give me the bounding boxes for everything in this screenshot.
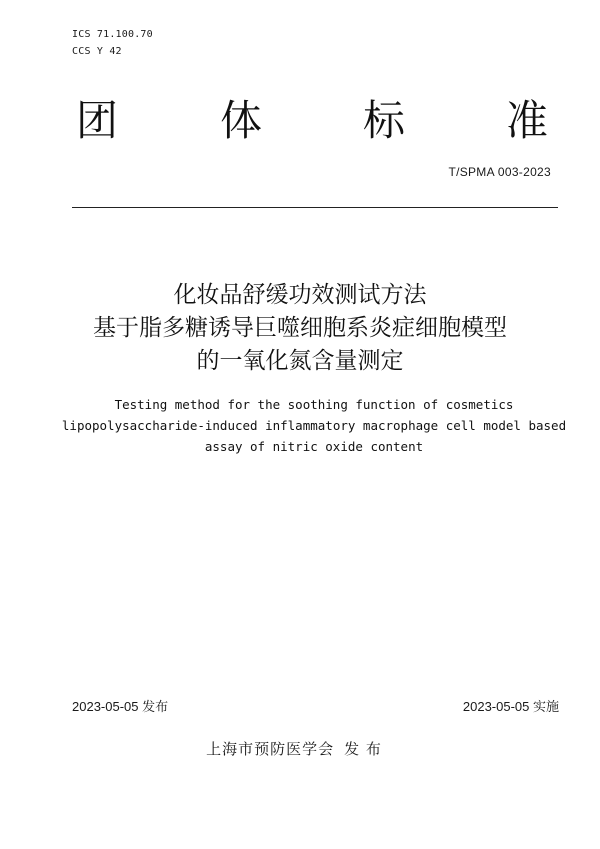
chinese-title-line-2: 基于脂多糖诱导巨噬细胞系炎症细胞模型 — [93, 315, 507, 341]
implement-date: 2023-05-05 实施 — [462, 699, 559, 714]
ccs-code: CCS Y 42 — [72, 46, 122, 57]
issuer-name: 上海市预防医学会 — [206, 740, 335, 758]
document-type-char-1: 团 — [76, 96, 119, 145]
ics-code: ICS 71.100.70 — [72, 29, 153, 40]
document-type-char-3: 标 — [363, 96, 406, 145]
document-type-char-2: 体 — [220, 96, 263, 145]
english-title-line-1: Testing method for the soothing function of cosmetics — [114, 397, 514, 412]
issuer-action: 发 布 — [344, 740, 382, 758]
chinese-title-line-1: 化妆品舒缓功效测试方法 — [173, 282, 427, 308]
issuer-line — [0, 738, 588, 759]
standard-number: T/SPMA 003-2023 — [448, 165, 551, 179]
english-title-line-3: assay of nitric oxide content — [204, 439, 424, 454]
document-type-char-4: 准 — [506, 96, 549, 145]
chinese-title-line-3: 的一氧化氮含量测定 — [196, 348, 404, 374]
header-divider — [72, 207, 558, 208]
publish-date: 2023-05-05 发布 — [72, 699, 169, 714]
english-title-line-2: lipopolysaccharide-induced inflammatory macrophage cell model based — [61, 418, 567, 433]
